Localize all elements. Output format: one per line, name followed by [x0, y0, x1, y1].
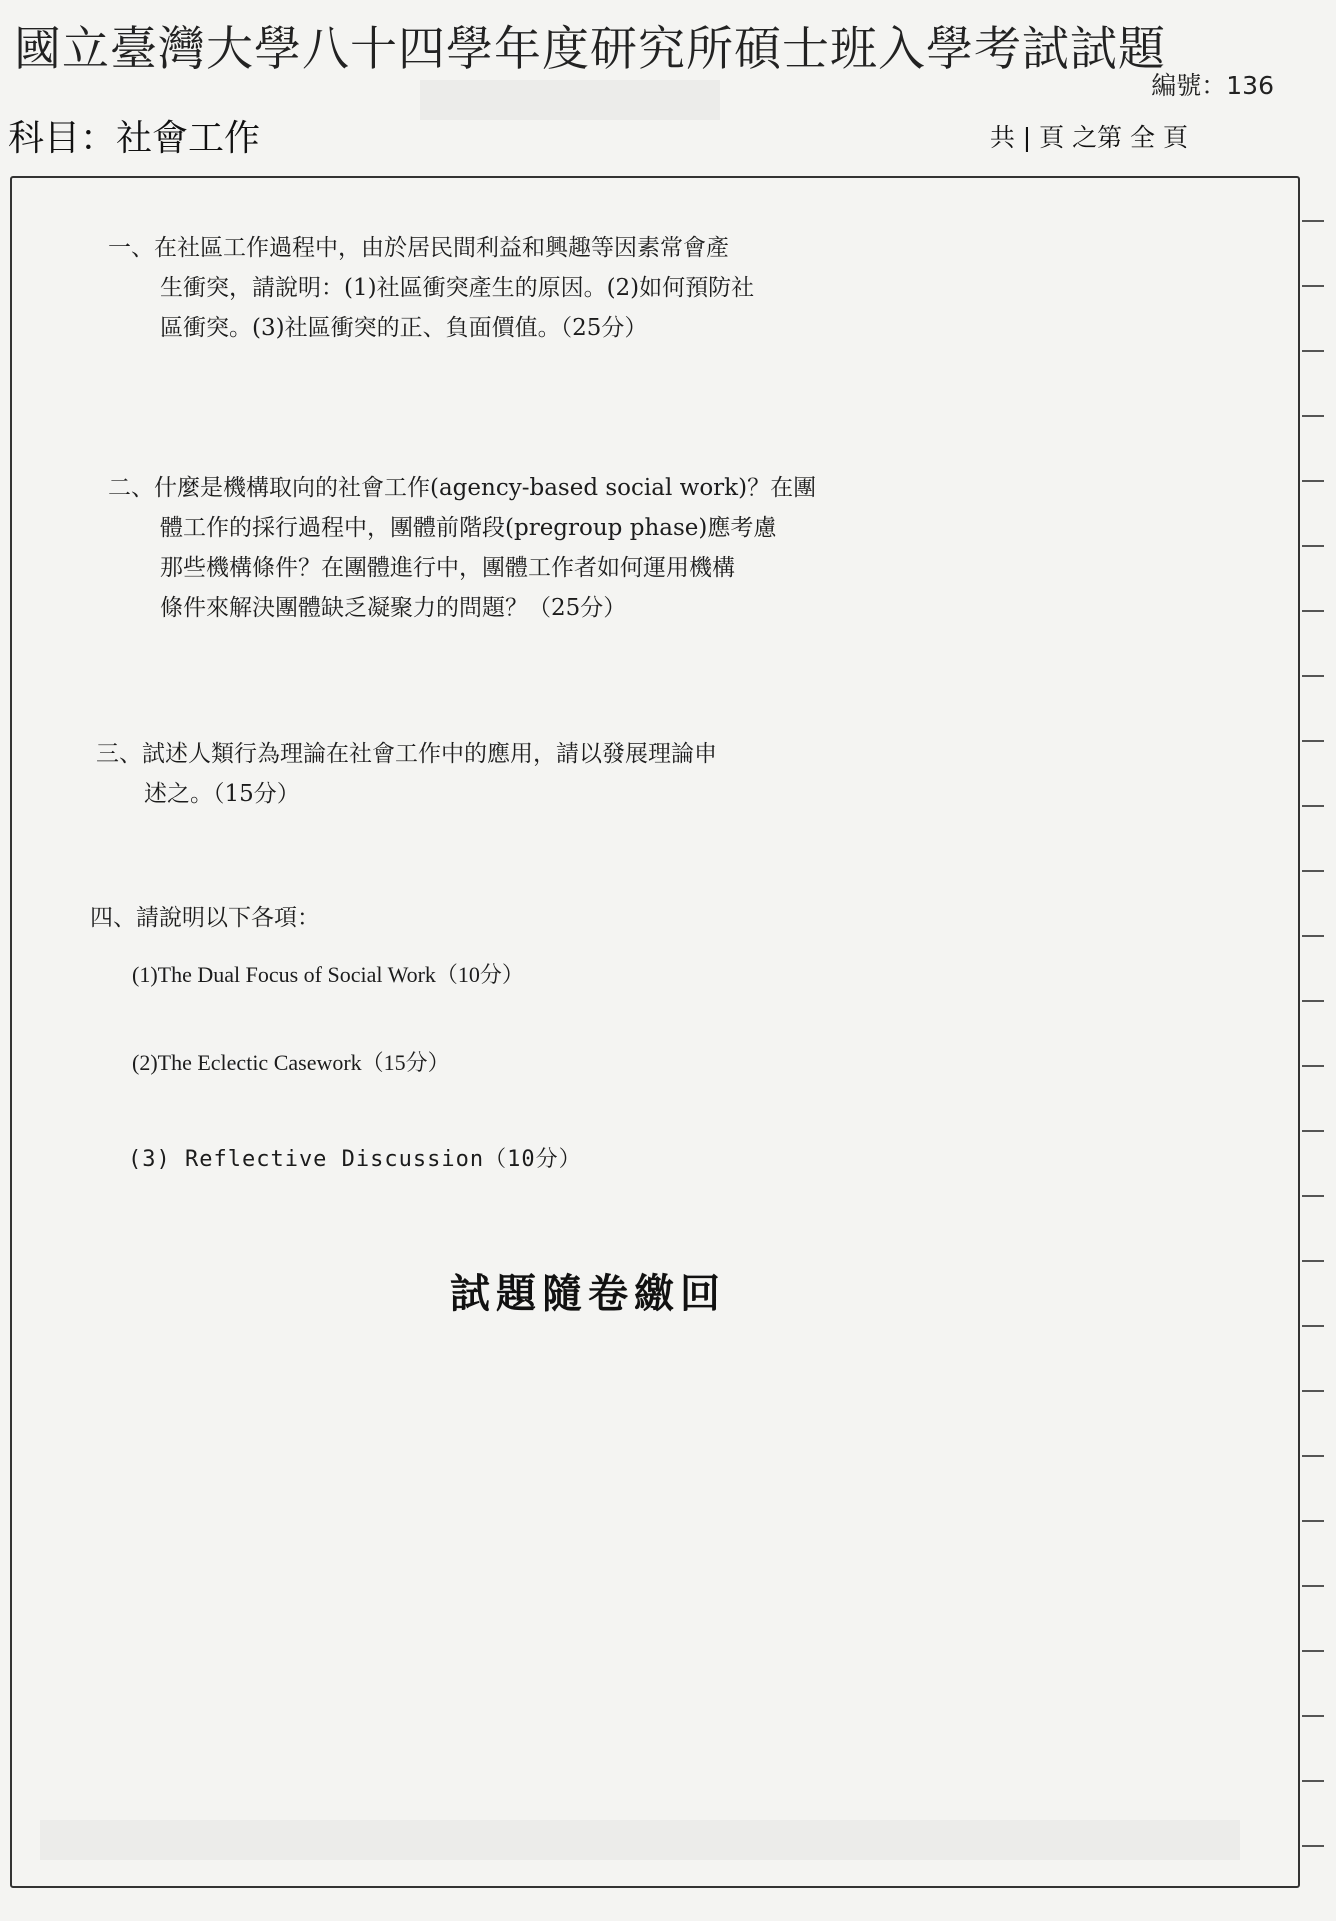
- question-1: [108, 228, 838, 348]
- exam-serial: 編號：136: [1151, 71, 1274, 100]
- question-line: 體工作的採行過程中，團體前階段(pregroup phase)應考慮: [160, 515, 777, 541]
- question-line: 區衝突。(3)社區衝突的正、負面價值。（25分）: [160, 315, 648, 341]
- question-line: 試述人類行為理論在社會工作中的應用，請以發展理論申: [142, 741, 717, 767]
- exam-frame: [10, 176, 1300, 1888]
- question-4-item-3: (3) Reflective Discussion（10分）: [128, 1147, 582, 1172]
- question-line: 述之。（15分）: [144, 781, 300, 807]
- question-number: 一、: [108, 235, 154, 261]
- page-count: 共 | 頁 之第 全 頁: [989, 123, 1188, 152]
- question-4-item-1: (1)The Dual Focus of Social Work（10分）: [132, 962, 524, 987]
- question-line: 那些機構條件？在團體進行中，團體工作者如何運用機構: [160, 555, 735, 581]
- question-2: [108, 468, 838, 628]
- question-line: 什麼是機構取向的社會工作(agency-based social work)？在團: [154, 475, 817, 501]
- question-line: 請說明以下各項：: [136, 905, 320, 931]
- question-line: 生衝突，請說明：(1)社區衝突產生的原因。(2)如何預防社: [160, 275, 755, 301]
- question-line: 條件來解決團體缺乏凝聚力的問題？（25分）: [160, 595, 627, 621]
- question-4: [90, 898, 850, 938]
- exam-subject: 科目：社會工作: [8, 118, 261, 159]
- question-number: 四、: [90, 905, 136, 931]
- question-line: 在社區工作過程中，由於居民間利益和興趣等因素常會產: [154, 235, 729, 261]
- question-number: 二、: [108, 475, 154, 501]
- question-number: 三、: [96, 741, 142, 767]
- question-4-item-2: (2)The Eclectic Casework（15分）: [132, 1050, 450, 1075]
- page-title: 國立臺灣大學八十四學年度研究所碩士班入學考試試題: [14, 22, 1166, 77]
- question-3: [96, 734, 836, 814]
- ruler-ticks: [1298, 180, 1336, 1880]
- return-notice: 試題隨卷繳回: [450, 1270, 726, 1317]
